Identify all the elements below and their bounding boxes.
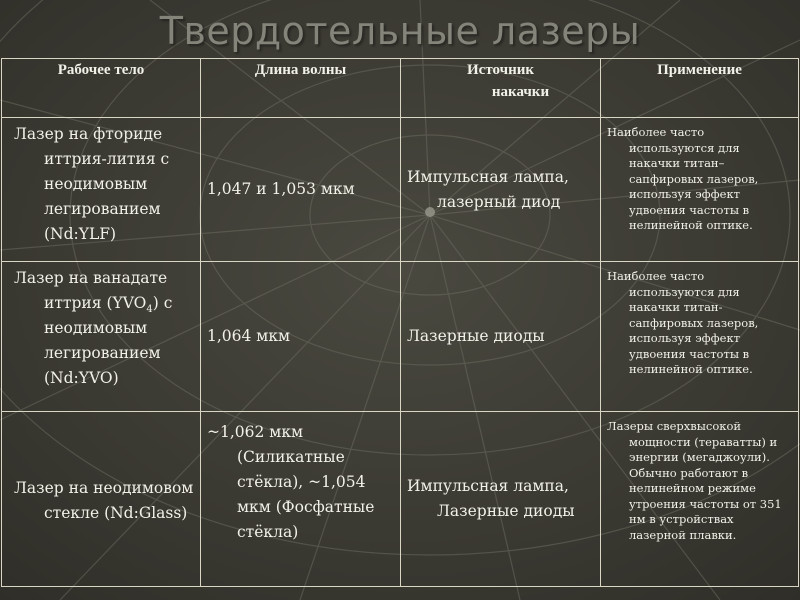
- cell-application: Лазеры сверхвысокой мощности (тераватты) и энергии (мегаджоули). Обычно работают в нелинейном режиме утроения частоты от 351 нм в устройствах лазерной плавки.: [601, 412, 799, 587]
- header-application: Применение: [601, 59, 799, 118]
- header-row: [2, 59, 799, 118]
- header-pump: Источник накачки: [401, 59, 601, 118]
- table-row: [2, 118, 799, 262]
- table-row: [2, 412, 799, 587]
- cell-pump: Лазерные диоды: [401, 262, 601, 412]
- header-medium: Рабочее тело: [2, 59, 201, 118]
- cell-wavelength: ~1,062 мкм (Силикатные стёкла), ~1,054 мкм (Фосфатные стёкла): [201, 412, 401, 587]
- cell-application: Наиболее часто используются для накачки титан–сапфировых лазеров, используя эффект удвоения частоты в нелинейной оптике.: [601, 118, 799, 262]
- lasers-table: [1, 58, 799, 587]
- cell-wavelength: 1,064 мкм: [201, 262, 401, 412]
- cell-wavelength: 1,047 и 1,053 мкм: [201, 118, 401, 262]
- cell-medium: Лазер на ванадате иттрия $(YVO_4)$ с неодимовым легированием (Nd:YVO): [2, 262, 201, 412]
- header-wavelength: Длина волны: [201, 59, 401, 118]
- table-row: [2, 262, 799, 412]
- cell-pump: Импульсная лампа, лазерный диод: [401, 118, 601, 262]
- slide-title: Твердотельные лазеры: [159, 9, 641, 53]
- cell-pump: Импульсная лампа, Лазерные диоды: [401, 412, 601, 587]
- cell-application: Наиболее часто используются для накачки титан-сапфировых лазеров, используя эффект удвоения частоты в нелинейной оптике.: [601, 262, 799, 412]
- cell-medium: Лазер на фториде иттрия-лития с неодимовым легированием (Nd:YLF): [2, 118, 201, 262]
- cell-medium: Лазер на неодимовом стекле (Nd:Glass): [2, 412, 201, 587]
